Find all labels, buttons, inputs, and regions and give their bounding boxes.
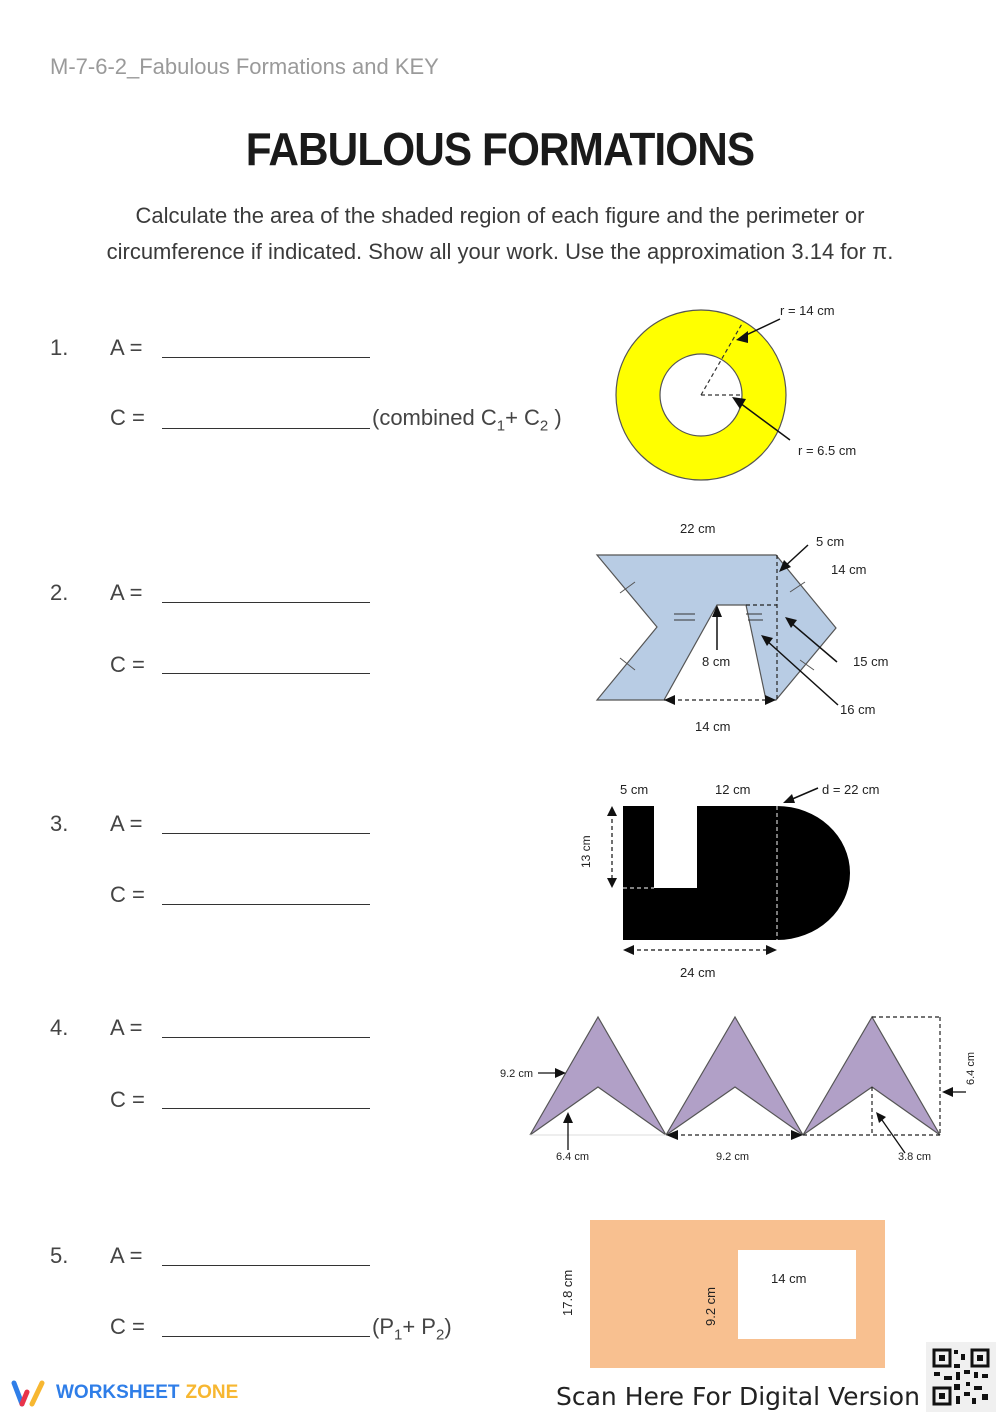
question-number: 5. [50,1243,69,1268]
question-number: 3. [50,811,69,836]
svg-text:d = 22 cm: d = 22 cm [822,782,880,797]
svg-text:22 cm: 22 cm [680,521,716,536]
question-number: 4. [50,1015,69,1040]
question-number: 1. [50,335,69,360]
logo-text-zone: ZONE [185,1382,239,1403]
annulus-figure [600,295,880,490]
svg-text:17.8 cm: 17.8 cm [560,1269,575,1316]
area-answer-blank[interactable] [162,833,370,834]
svg-text:9.2 cm: 9.2 cm [716,1151,750,1163]
area-label: A = [110,1243,143,1268]
perimeter-answer-blank[interactable] [162,904,370,905]
combined-note: (combined $C_1+ C_2$ ) [372,405,562,435]
perimeter-label: C = [110,882,145,907]
svg-text:5 cm: 5 cm [620,782,649,797]
instructions-line-1: Calculate the area of the shaded region of each figure and the perimeter or [135,203,865,228]
perimeter-label: C = [110,1314,145,1339]
perimeter-answer-blank[interactable] [162,1336,370,1337]
area-label: A = [110,335,143,360]
perimeter-label: C = [110,652,145,677]
perimeter-label: C = [110,1087,145,1112]
area-label: A = [110,1015,143,1040]
page-title: FABULOUS FORMATIONS [245,123,755,175]
qr-code-icon[interactable] [926,1342,996,1412]
document-id: M-7-6-2_Fabulous Formations and KEY [50,54,439,79]
area-answer-blank[interactable] [162,1265,370,1266]
instructions-line-2: circumference if indicated. Show all your work. Use the approximation 3.14 for π. [106,239,894,264]
svg-text:13 cm: 13 cm [579,835,593,868]
composite-semicircle-figure [570,770,900,990]
worksheet-zone-logo[interactable] [10,1378,238,1408]
rectangle-with-hole-figure [550,1210,900,1380]
area-answer-blank[interactable] [162,1037,370,1038]
svg-text:6.4 cm: 6.4 cm [965,1051,977,1085]
svg-text:9.2 cm: 9.2 cm [500,1068,534,1080]
svg-text:12 cm: 12 cm [715,782,751,797]
svg-text:9.2 cm: 9.2 cm [703,1286,718,1326]
darts-figure [490,1005,990,1175]
svg-text:14 cm: 14 cm [695,719,731,734]
svg-text:5 cm: 5 cm [816,534,845,549]
combined-note: $(P_1+ P_2)$ [372,1314,452,1344]
logo-text-worksheet: WORKSHEET [56,1382,180,1403]
circumference-label: C = [110,405,145,430]
outer-radius-label: r = 14 cm [780,303,835,318]
area-label: A = [110,811,143,836]
perimeter-answer-blank[interactable] [162,1108,370,1109]
area-answer-blank[interactable] [162,602,370,603]
perimeter-answer-blank[interactable] [162,673,370,674]
svg-text:14 cm: 14 cm [771,1271,807,1286]
svg-text:24 cm: 24 cm [680,965,716,980]
svg-text:6.4 cm: 6.4 cm [556,1151,590,1163]
area-answer-blank[interactable] [162,357,370,358]
svg-text:8 cm: 8 cm [702,654,731,669]
scan-prompt: Scan Here For Digital Version [556,1382,920,1411]
area-label: A = [110,580,143,605]
instructions [40,198,960,270]
svg-text:15 cm: 15 cm [853,654,889,669]
inner-radius-label: r = 6.5 cm [798,443,857,458]
svg-text:16 cm: 16 cm [840,702,876,717]
svg-text:3.8 cm: 3.8 cm [898,1151,932,1163]
composite-polygon-figure [580,510,910,740]
question-number: 2. [50,580,69,605]
circumference-answer-blank[interactable] [162,428,370,429]
svg-text:14 cm: 14 cm [831,562,867,577]
logo-mark-icon [10,1378,50,1408]
